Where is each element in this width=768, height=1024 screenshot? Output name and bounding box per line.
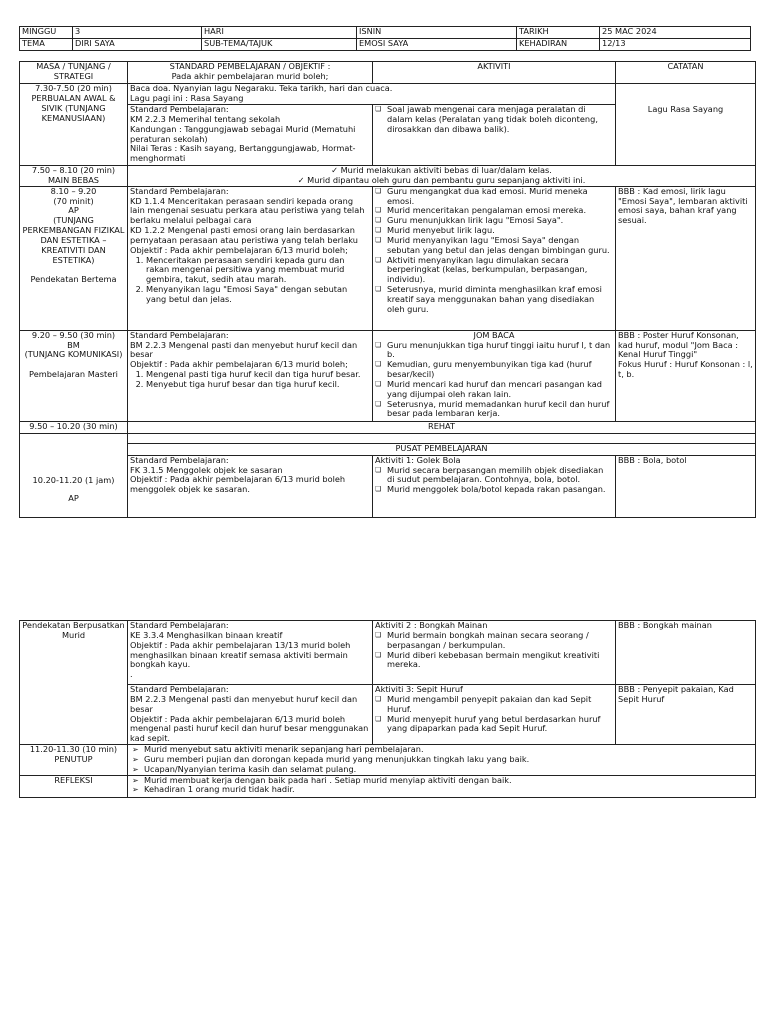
minggu-label: MINGGU <box>20 27 73 39</box>
col-standard-title: STANDARD PEMBELAJARAN / OBJEKTIF : <box>169 61 331 71</box>
tarikh-value: 25 MAC 2024 <box>600 27 751 39</box>
row1-nilai: Nilai Teras : Kasih sayang, Bertanggungjawab, Hormat-menghormati <box>130 143 356 164</box>
row3-aktiviti-item: ❏ Seterusnya, murid diminta menghasilkan kraf emosi kreatif saya menggunakan bahan yang disediakan oleh guru. <box>375 285 613 315</box>
col-catatan-header: CATATAN <box>616 62 756 84</box>
lesson-table-page2 <box>19 620 756 798</box>
row3-aktiviti-item: ❏ Guru menunjukkan lirik lagu "Emosi Saya". <box>375 216 613 226</box>
row1-kandungan: Kandungan : Tanggungjawab sebagai Murid (Mematuhi peraturan sekolah) <box>130 123 356 144</box>
row2-content <box>128 166 756 187</box>
row7-masa <box>20 433 128 517</box>
row3-masa-tunjang: (TUNJANG PERKEMBANGAN FIZIKAL DAN ESTETIKA – KREATIVITI DAN ESTETIKA) <box>22 215 125 265</box>
row3-masa-pendekatan: Pendekatan Bertema <box>30 274 117 285</box>
row6-pusat: PUSAT PEMBELAJARAN <box>128 443 756 455</box>
row3-aktiviti-item: ❏ Aktiviti menyanyikan lagu dimulakan secara berperingkat (kelas, berkumpulan, berpasangan, individu). <box>375 256 613 286</box>
tarikh-label: TARIKH <box>517 27 600 39</box>
row3-catatan: BBB : Kad emosi, lirik lagu "Emosi Saya", lembaran aktiviti emosi saya, bahan kraf yang sesuai. <box>616 186 756 330</box>
row1-line1: Baca doa. Nyanyian lagu Negaraku. Teka tarikh, hari dan cuaca. <box>130 83 393 93</box>
row7-masa-time: 10.20-11.20 (1 jam) <box>32 475 115 486</box>
row1-aktiviti <box>373 105 616 166</box>
p2-row1-ke: KE 3.3.4 Menghasilkan binaan kreatif <box>130 629 283 640</box>
row3-masa-duration: (70 minit) <box>53 195 94 206</box>
row4-masa-time: 9.20 – 9.50 (30 min) <box>31 330 116 340</box>
col-standard-subtitle: Pada akhir pembelajaran murid boleh; <box>171 70 329 81</box>
kehadiran-label: KEHADIRAN <box>517 39 600 51</box>
penutup-item: ➢ Murid menyebut satu aktiviti menarik sepanjang hari pembelajaran. <box>130 745 753 755</box>
row4-catatan-bbb: BBB : Poster Huruf Konsonan, kad huruf, modul "Jom Baca : Kenal Huruf Tinggi" <box>618 330 739 360</box>
row1-km: KM 2.2.3 Memerihal tentang sekolah <box>130 113 281 124</box>
row7-aktiviti <box>373 455 616 517</box>
row7-standard <box>128 455 373 517</box>
p2-row1-aktiviti <box>373 621 616 685</box>
p2-row1-dot: . <box>130 669 133 680</box>
p2-row2-aktiviti-title: Aktiviti 3: Sepit Huruf <box>375 684 463 694</box>
p2-row2-aktiviti-item: ❏ Murid menyepit huruf yang betul berdasarkan huruf yang dipaparkan pada kad Sepit Huruf. <box>375 715 613 735</box>
p2-row1-objektif: Objektif : Pada akhir pembelajaran 13/13 murid boleh menghasilkan binaan kreatif semasa aktiviti bermain bongkah kayu. <box>130 639 351 670</box>
row7-fk: FK 3.1.5 Menggolek objek ke sasaran <box>130 464 283 475</box>
row3-objektif: Objektif : Pada akhir pembelajaran 6/13 murid boleh; <box>130 244 348 255</box>
col-standard-header <box>128 62 373 84</box>
lesson-table-page1 <box>19 61 756 518</box>
refleksi-item: ➢ Murid membuat kerja dengan baik pada hari . Setiap murid menyiap aktiviti dengan baik. <box>130 776 753 786</box>
header-table <box>19 26 751 51</box>
tema-value: DIRI SAYA <box>73 39 202 51</box>
p2-row1-aktiviti-item: ❏ Murid bermain bongkah mainan secara seorang / berpasangan / berkumpulan. <box>375 631 613 651</box>
row5-spacer <box>128 433 756 443</box>
penutup-masa: 11.20-11.30 (10 min) PENUTUP <box>20 745 128 776</box>
row1-intro <box>128 84 616 105</box>
refleksi-content <box>128 775 756 797</box>
row3-aktiviti <box>373 186 616 330</box>
row3-aktiviti-item: ❏ Murid menyebut lirik lagu. <box>375 226 613 236</box>
p2-row2-standard <box>128 685 373 745</box>
tema-label: TEMA <box>20 39 73 51</box>
row1-line2: Lagu pagi ini : Rasa Sayang <box>130 92 244 103</box>
p2-row1-aktiviti-title: Aktiviti 2 : Bongkah Mainan <box>375 620 488 630</box>
kehadiran-value: 12/13 <box>600 39 751 51</box>
row4-catatan-fokus: Fokus Huruf : Huruf Konsonan : l, t, b. <box>618 359 753 380</box>
row4-masa-pendekatan: Pembelajaran Masteri <box>29 369 118 380</box>
row4-sp-label: Standard Pembelajaran: <box>130 330 229 340</box>
col-masa-header: MASA / TUNJANG / STRATEGI <box>20 62 128 84</box>
p2-row2-bm: BM 2.2.3 Mengenal pasti dan menyebut huruf kecil dan besar <box>130 693 358 714</box>
row4-objektif-item: 2. Menyebut tiga huruf besar dan tiga huruf kecil. <box>146 380 370 390</box>
penutup-item: ➢ Guru memberi pujian dan dorongan kepada murid yang menunjukkan tingkah laku yang baik. <box>130 755 753 765</box>
row3-aktiviti-item: ❏ Guru mengangkat dua kad emosi. Murid meneka emosi. <box>375 187 613 207</box>
row3-kd1: KD 1.1.4 Menceritakan perasaan sendiri kepada orang lain mengenai sesuatu perkara atau peristiwa yang telah berlaku melalui pelbagai cara <box>130 195 365 226</box>
refleksi-label: REFLEKSI <box>20 775 128 797</box>
row7-masa-subject: AP <box>68 493 79 504</box>
p2-row1-aktiviti-item: ❏ Murid diberi kebebasan bermain mengikut kreativiti mereka. <box>375 651 613 671</box>
row7-objektif: Objektif : Pada akhir pembelajaran 6/13 murid boleh menggolek objek ke sasaran. <box>130 474 346 495</box>
row4-standard <box>128 330 373 421</box>
p2-row1-sp-label: Standard Pembelajaran: <box>130 620 229 630</box>
row4-aktiviti <box>373 330 616 421</box>
row4-objektif: Objektif : Pada akhir pembelajaran 6/13 murid boleh; <box>130 359 348 370</box>
row4-aktiviti-item: ❏ Guru menunjukkan tiga huruf tinggi iaitu huruf l, t dan b. <box>375 341 613 361</box>
row2-item: ✓ Murid dipantau oleh guru dan pembantu guru sepanjang aktiviti ini. <box>130 176 753 186</box>
p2-row2-catatan: BBB : Penyepit pakaian, Kad Sepit Huruf <box>616 685 756 745</box>
row4-aktiviti-item: ❏ Seterusnya, murid memadankan huruf kecil dan huruf besar pada lembaran kerja. <box>375 400 613 420</box>
row4-masa-tunjang: (TUNJANG KOMUNIKASI) <box>24 349 123 360</box>
minggu-value: 3 <box>73 27 202 39</box>
row3-masa-time: 8.10 – 9.20 <box>50 186 97 196</box>
penutup-item: ➢ Ucapan/Nyanyian terima kasih dan selamat pulang. <box>130 765 753 775</box>
row3-objektif-item: 1. Menceritakan perasaan sendiri kepada guru dan rakan mengenai persitiwa yang membuat murid gembira, takut, sedih atau marah. <box>146 256 370 286</box>
row7-catatan: BBB : Bola, botol <box>616 455 756 517</box>
row1-aktiviti-item: ❏ Soal jawab mengenai cara menjaga peralatan di dalam kelas (Peralatan yang tidak boleh diconteng, dirosakkan dan dibawa balik). <box>375 105 613 135</box>
p2-row1-catatan: BBB : Bongkah mainan <box>616 621 756 685</box>
refleksi-item: ➢ Kehadiran 1 orang murid tidak hadir. <box>130 785 753 795</box>
hari-label: HARI <box>202 27 357 39</box>
row3-masa <box>20 186 128 330</box>
row5-masa: 9.50 – 10.20 (30 min) <box>20 421 128 433</box>
row3-objektif-item: 2. Menyanyikan lagu "Emosi Saya" dengan sebutan yang betul dan jelas. <box>146 285 370 305</box>
row1-standard <box>128 105 373 166</box>
row3-masa-subject: AP <box>68 205 79 216</box>
p2-row2-aktiviti-item: ❏ Murid mengambil penyepit pakaian dan kad Sepit Huruf. <box>375 695 613 715</box>
p2-row2-sp-label: Standard Pembelajaran: <box>130 684 229 694</box>
row2-item: ✓ Murid melakukan aktiviti bebas di luar/dalam kelas. <box>130 166 753 176</box>
row4-objektif-item: 1. Mengenal pasti tiga huruf kecil dan tiga huruf besar. <box>146 370 370 380</box>
row5-rehat: REHAT <box>128 421 756 433</box>
row1-masa: 7.30-7.50 (20 min) PERBUALAN AWAL & SIVIK (TUNJANG KEMANUSIAAN) <box>20 84 128 166</box>
penutup-content <box>128 745 756 776</box>
row2-masa: 7.50 – 8.10 (20 min) MAIN BEBAS <box>20 166 128 187</box>
row4-aktiviti-item: ❏ Murid mencari kad huruf dan mencari pasangan kad yang dijumpai oleh rakan lain. <box>375 380 613 400</box>
p2-row2-objektif: Objektif : Pada akhir pembelajaran 6/13 murid boleh mengenal pasti huruf kecil dan huruf besar menggunakan kad sepit. <box>130 713 369 744</box>
row3-kd2: KD 1.2.2 Mengenal pasti emosi orang lain berdasarkan pernyataan perasaan atau peristiwa yang telah berlaku <box>130 225 358 245</box>
row3-aktiviti-item: ❏ Murid menceritakan pengalaman emosi mereka. <box>375 206 613 216</box>
row4-catatan <box>616 330 756 421</box>
p2-row1-standard <box>128 621 373 685</box>
row7-aktiviti-item: ❏ Murid secara berpasangan memilih objek disediakan di sudut pembelajaran. Contohnya, bola, botol. <box>375 466 613 486</box>
row1-sp-label: Standard Pembelajaran: <box>130 104 229 114</box>
row1-catatan: Lagu Rasa Sayang <box>616 84 756 166</box>
col-aktiviti-header: AKTIVITI <box>373 62 616 84</box>
subtema-value: EMOSI SAYA <box>357 39 517 51</box>
row4-masa-subject: BM <box>67 339 80 350</box>
row7-sp-label: Standard Pembelajaran: <box>130 455 229 465</box>
row4-aktiviti-item: ❏ Kemudian, guru menyembunyikan tiga kad (huruf besar/kecil) <box>375 360 613 380</box>
row7-aktiviti-item: ❏ Murid menggolek bola/botol kepada rakan pasangan. <box>375 485 613 495</box>
row4-aktiviti-title: JOM BACA <box>473 330 515 340</box>
row4-masa <box>20 330 128 421</box>
subtema-label: SUB-TEMA/TAJUK <box>202 39 357 51</box>
row3-sp-label: Standard Pembelajaran: <box>130 186 229 196</box>
row7-aktiviti-title: Aktiviti 1: Golek Bola <box>375 455 461 465</box>
hari-value: ISNIN <box>357 27 517 39</box>
row3-standard <box>128 186 373 330</box>
p2-masa: Pendekatan Berpusatkan Murid <box>20 621 128 745</box>
row3-aktiviti-item: ❏ Murid menyanyikan lagu "Emosi Saya" dengan sebutan yang betul dan jelas dengan bimbingan guru. <box>375 236 613 256</box>
p2-row2-aktiviti <box>373 685 616 745</box>
row4-bm: BM 2.2.3 Mengenal pasti dan menyebut huruf kecil dan besar <box>130 339 358 360</box>
